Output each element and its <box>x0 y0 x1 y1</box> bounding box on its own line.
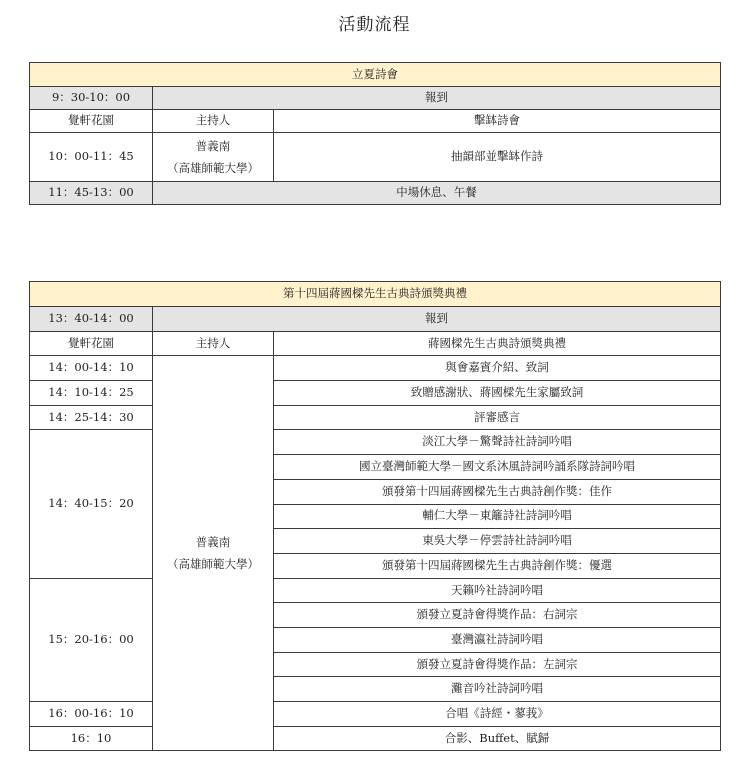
activity-cell: 蔣國樑先生古典詩頒獎典禮 <box>274 331 721 356</box>
program-item: 天籟吟社詩詞吟唱 <box>274 578 721 603</box>
program-item: 頒發立夏詩會得獎作品：左詞宗 <box>274 652 721 677</box>
session2-table <box>29 281 721 751</box>
host-name: 普義南 <box>195 139 231 153</box>
program-item: 輔仁大學－東籬詩社詩詞吟唱 <box>274 504 721 529</box>
program-item: 致贈感謝狀、蔣國樑先生家屬致詞 <box>274 381 721 406</box>
program-item: 國立臺灣師範大學－國文系沐風詩詞吟誦系隊詩詞吟唱 <box>274 455 721 480</box>
activity-cell: 報到 <box>153 307 721 332</box>
time-cell: 14：00-14：10 <box>30 356 153 381</box>
page-title: 活動流程 <box>338 15 411 35</box>
program-item: 臺灣瀛社詩詞吟唱 <box>274 627 721 652</box>
program-item: 合唱《詩經・蓼莪》 <box>274 702 721 727</box>
program-item: 東吳大學－停雲詩社詩詞吟唱 <box>274 529 721 554</box>
time-cell: 14：40-15：20 <box>30 430 153 578</box>
program-item: 淡江大學－驚聲詩社詩詞吟唱 <box>274 430 721 455</box>
host-cell <box>153 356 274 751</box>
host-label-cell: 主持人 <box>153 331 274 356</box>
program-item: 灘音吟社詩詞吟唱 <box>274 677 721 702</box>
activity-cell: 抽韻部並擊缽作詩 <box>274 133 721 182</box>
host-name: 普義南 <box>195 535 231 550</box>
activity-cell: 中場休息、午餐 <box>153 182 721 205</box>
session1-table <box>29 62 721 205</box>
session2-title: 第十四屆蔣國樑先生古典詩頒獎典禮 <box>30 282 721 307</box>
time-cell: 14：10-14：25 <box>30 381 153 406</box>
host-cell <box>153 133 274 182</box>
venue-cell: 覺軒花園 <box>30 110 153 133</box>
host-label-cell: 主持人 <box>153 110 274 133</box>
program-item: 合影、Buffet、賦歸 <box>274 726 721 751</box>
session1-title: 立夏詩會 <box>30 63 721 87</box>
time-cell: 13：40-14：00 <box>30 307 153 332</box>
activity-cell: 報到 <box>153 87 721 110</box>
program-item: 與會嘉賓介紹、致詞 <box>274 356 721 381</box>
time-cell: 9：30-10：00 <box>30 87 153 110</box>
venue-cell: 覺軒花園 <box>30 331 153 356</box>
program-item: 頒發第十四屆蔣國樑先生古典詩創作獎：佳作 <box>274 479 721 504</box>
time-cell: 15：20-16：00 <box>30 578 153 701</box>
time-cell: 10：00-11：45 <box>30 133 153 182</box>
time-cell: 16：00-16：10 <box>30 702 153 727</box>
time-cell: 16：10 <box>30 726 153 751</box>
time-cell: 11：45-13：00 <box>30 182 153 205</box>
time-cell: 14：25-14：30 <box>30 405 153 430</box>
program-item: 評審感言 <box>274 405 721 430</box>
host-affiliation: （高雄師範大學） <box>167 161 259 175</box>
program-item: 頒發立夏詩會得獎作品：右詞宗 <box>274 603 721 628</box>
host-affiliation: （高雄師範大學） <box>167 557 259 572</box>
program-item: 頒發第十四屆蔣國樑先生古典詩創作獎：優選 <box>274 553 721 578</box>
activity-cell: 擊缽詩會 <box>274 110 721 133</box>
